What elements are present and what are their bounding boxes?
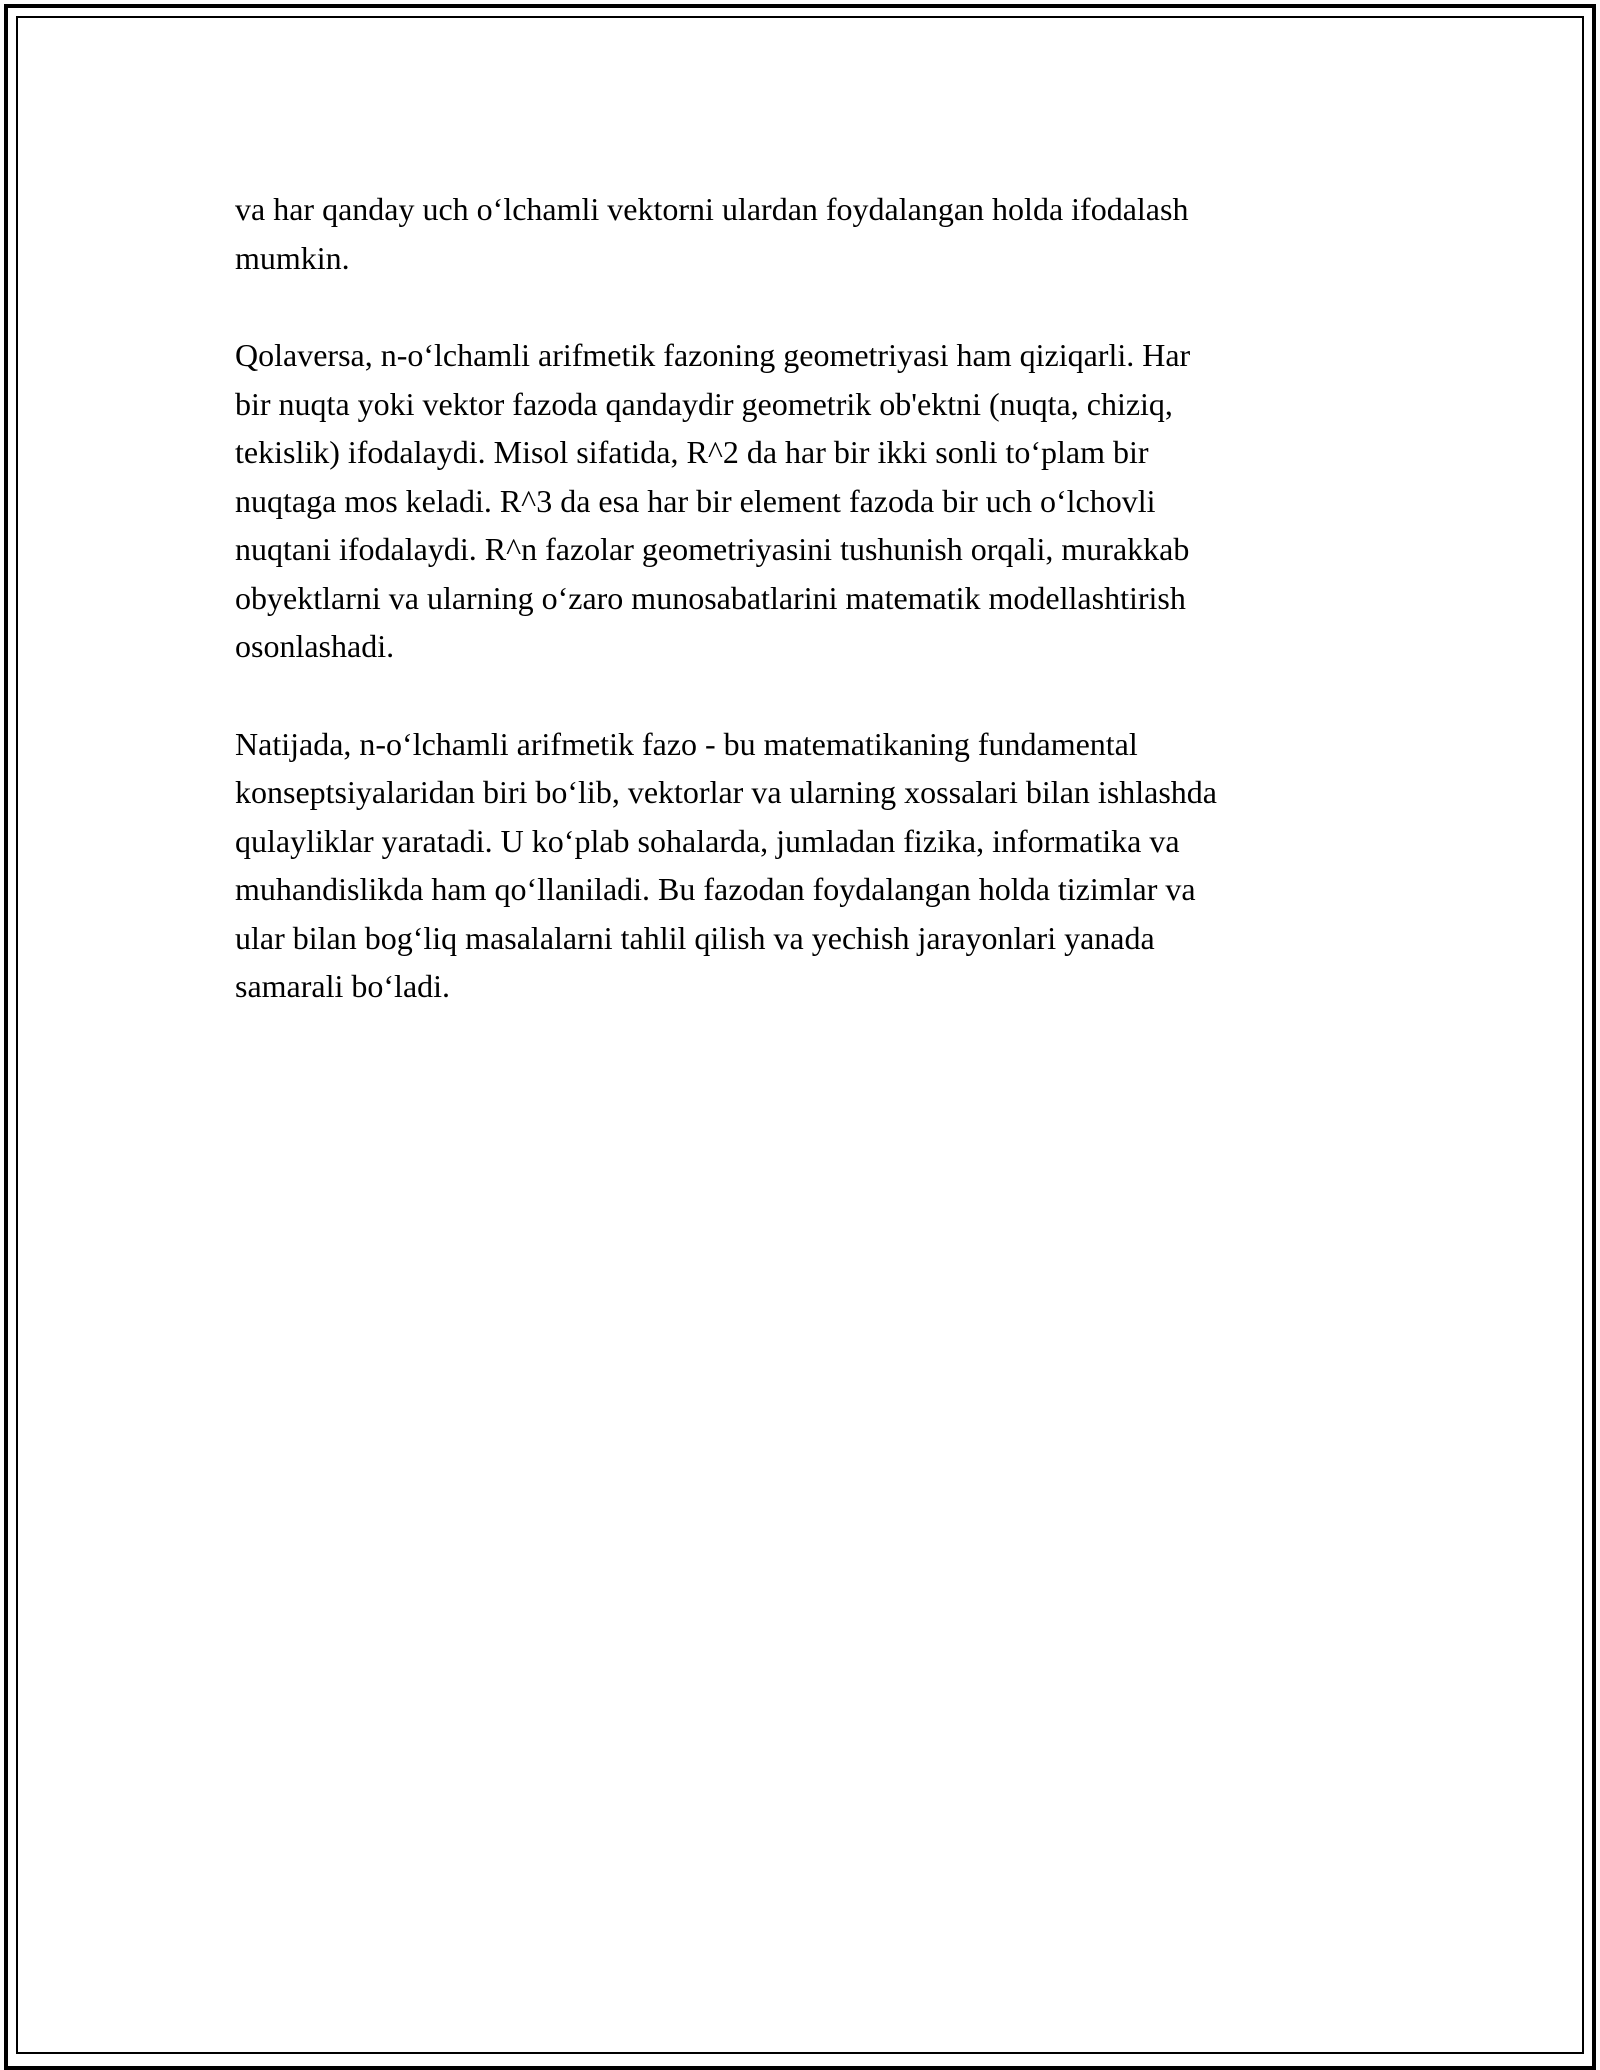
document-body bbox=[235, 185, 1375, 1060]
paragraph-3: Natijada, n-o‘lchamli arifmetik fazo - bu matematikaning fundamental konseptsiyalaridan biri bo‘lib, vektorlar va ularning xossalari bilan ishlashda qulayliklar yaratadi. U ko‘plab sohalarda, jumladan fizika, informatika va muhandislikda ham qo‘llaniladi. Bu fazodan foydalangan holda tizimlar va ular bilan bog‘liq masalalarni tahlil qilish va yechish jarayonlari yanada samarali bo‘ladi. bbox=[235, 725, 1217, 1004]
paragraph-1: va har qanday uch o‘lchamli vektorni ulardan foydalangan holda ifodalash mumkin. bbox=[235, 191, 1189, 276]
paragraph-2: Qolaversa, n-o‘lchamli arifmetik fazoning geometriyasi ham qiziqarli. Har bir nuqta yoki vektor fazoda qandaydir geometrik ob'ektni (nuqta, chiziq, tekislik) ifodalaydi. Misol sifatida, R^2 da har bir ikki sonli to‘plam bir nuqtaga mos keladi. R^3 da esa har bir element fazoda bir uch o‘lchovli nuqtani ifodalaydi. R^n fazolar geometriyasini tushunish orqali, murakkab obyektlarni va ularning o‘zaro munosabatlarini matematik modellashtirish osonlashadi. bbox=[235, 337, 1191, 664]
